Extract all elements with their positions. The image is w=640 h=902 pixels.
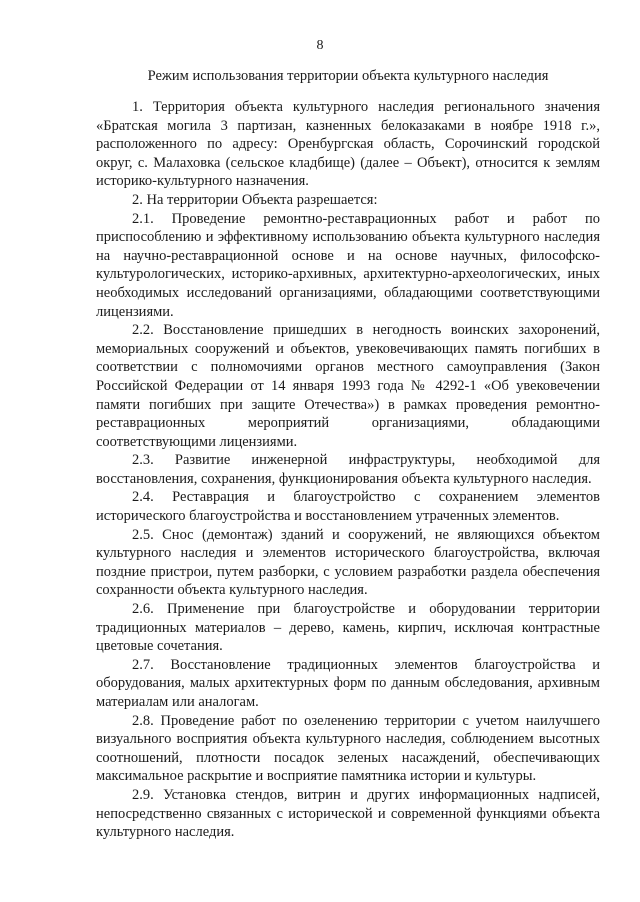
paragraph-2-8: 2.8. Проведение работ по озеленению территории с учетом наилучшего визуального восприятия объекта культурного наследия, соблюдением высотных соотношений, плотности посадок зеленых насаждений, обеспечивающих максимальное раскрытие и восприятие памятника истории и культуры. — [96, 712, 600, 785]
paragraph-2-7: 2.7. Восстановление традиционных элементов благоустройства и оборудования, малых архитектурных форм по данным обследования, архивным материалам или аналогам. — [96, 656, 600, 710]
paragraph-2-4: 2.4. Реставрация и благоустройство с сохранением элементов исторического благоустройства и восстановлением утраченных элементов. — [96, 489, 600, 525]
page-number: 8 — [316, 38, 324, 53]
paragraph-2-5: 2.5. Снос (демонтаж) зданий и сооружений, не являющихся объектом культурного наследия и элементов исторического благоустройства, включая поздние пристрои, путем разборки, с условием разработки раздела обеспечения сохранности объекта культурного наследия. — [96, 526, 600, 599]
paragraph-2-6: 2.6. Применение при благоустройстве и оборудовании территории традиционных материалов – дерево, камень, кирпич, исключая контрастные цветовые сочетания. — [96, 601, 600, 655]
document-body — [96, 98, 600, 842]
paragraph-2-1: 2.1. Проведение ремонтно-реставрационных работ и работ по приспособлению и эффективному использованию объекта культурного наследия на научно-реставрационной основе и на основе научных, философско-культурологических, историко-архивных, архитектурно-археологических, иных необходимых исследований организациями, обладающими соответствующими лицензиями. — [96, 210, 600, 320]
paragraph-2-9: 2.9. Установка стендов, витрин и других информационных надписей, непосредственно связанных с исторической и современной функциями объекта культурного наследия. — [96, 786, 600, 841]
paragraph-1: 1. Территория объекта культурного наследия регионального значения «Братская могила 3 партизан, казненных белоказаками в ноябре 1918 г.», расположенного по адресу: Оренбургская область, Сорочинский городской округ, с. Малаховка (сельское кладбище) (далее – Объект), относится к землям историко-культурного назначения. — [96, 99, 600, 190]
paragraph-2: 2. На территории Объекта разрешается: — [132, 191, 378, 208]
document-title: Режим использования территории объекта культурного наследия — [147, 68, 549, 84]
paragraph-2-2: 2.2. Восстановление пришедших в негодность воинских захоронений, мемориальных сооружений и объектов, увековечивающих память погибших в соответствии с полномочиями органов местного самоуправления (Закон Российской Федерации от 14 января 1993 года № 4292-1 «Об увековечении памяти погибших при защите Отечества») в рамках проведения ремонтно-реставрационных мероприятий организациями, обладающими соответствующими лицензиями. — [96, 322, 600, 450]
paragraph-2-3: 2.3. Развитие инженерной инфраструктуры, необходимой для восстановления, сохранения, функционирования объекта культурного наследия. — [96, 452, 600, 487]
